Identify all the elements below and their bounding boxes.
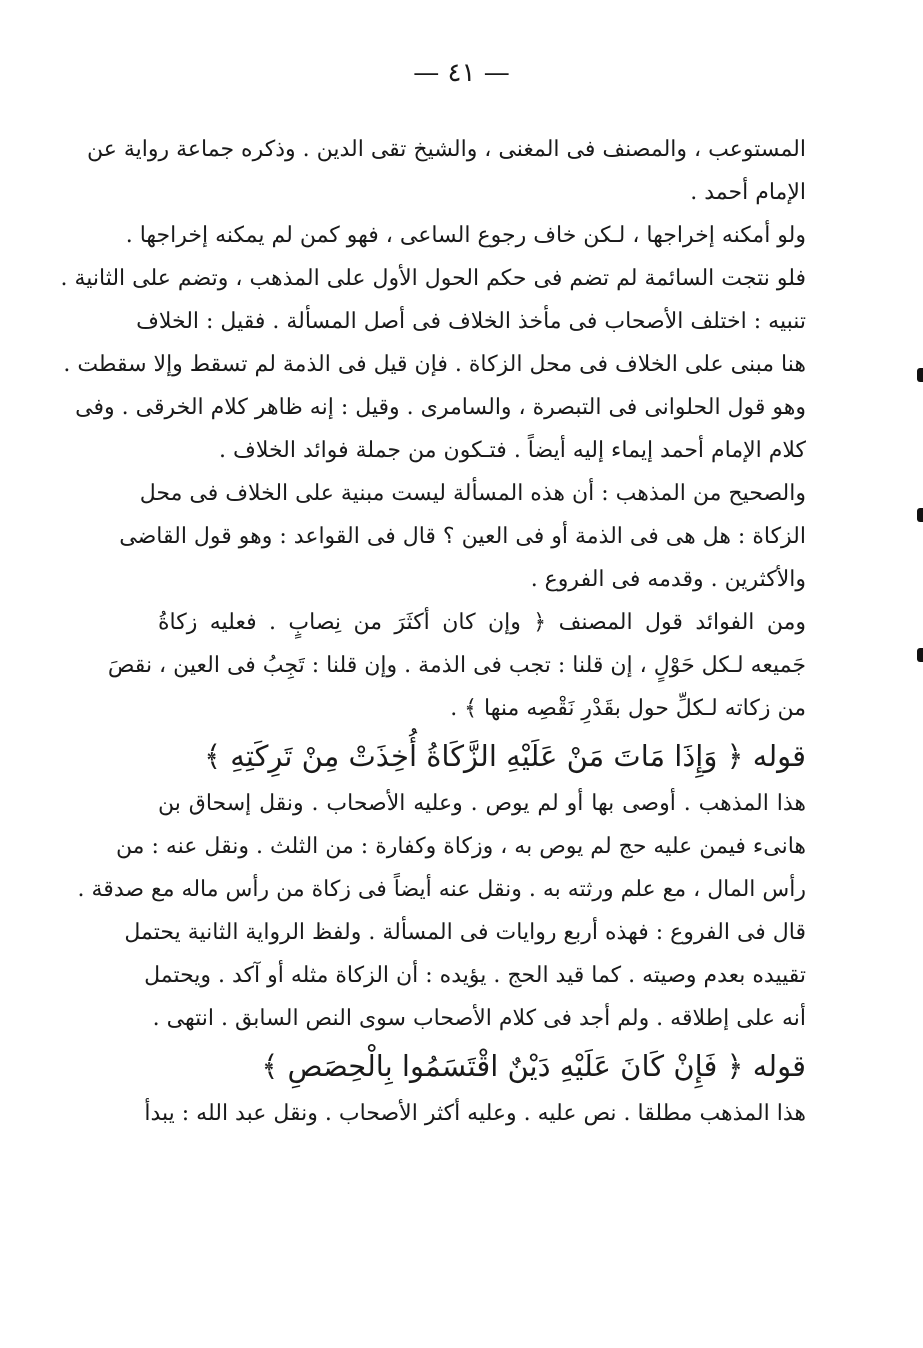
text-line: هانىء فيمن عليه حج لم يوص به ، وزكاة وكفارة : من الثلث . ونقل عنه : من — [115, 834, 806, 859]
text-line: هنا مبنى على الخلاف فى محل الزكاة . فإن قيل فى الذمة لم تسقط وإلا سقطت . — [63, 352, 806, 377]
text-line: ومن الفوائد قول المصنف ﴿ وإن كان أكثَرَ من نِصابٍ . فعليه زكاةُ — [158, 610, 806, 635]
page-body — [60, 128, 806, 1135]
page-number: — ٤١ — — [413, 58, 510, 88]
text-line: والصحيح من المذهب : أن هذه المسألة ليست مبنية على الخلاف فى محل — [139, 481, 806, 506]
text-line: قال فى الفروع : فهذه أربع روايات فى المسألة . ولفظ الرواية الثانية يحتمل — [124, 920, 806, 945]
scan-mark — [917, 508, 923, 522]
text-line: والأكثرين . وقدمه فى الفروع . — [530, 567, 806, 592]
section-heading: قوله ﴿ وَإِذَا مَاتَ مَنْ عَلَيْهِ الزَّكَاةُ أُخِذَتْ مِنْ تَرِكَتِهِ ﴾ — [204, 739, 806, 773]
text-line: رأس المال ، مع علم ورثته به . ونقل عنه أيضاً فى زكاة من رأس ماله مع صدقة . — [77, 877, 806, 902]
text-line: الزكاة : هل هى فى الذمة أو فى العين ؟ قال فى القواعد : وهو قول القاضى — [119, 524, 806, 549]
text-line: تقييده بعدم وصيته . كما قيد الحج . يؤيده : أن الزكاة مثله أو آكد . ويحتمل — [144, 963, 806, 988]
section-heading: قوله ﴿ فَإِنْ كَانَ عَلَيْهِ دَيْنٌ اقْتَسَمُوا بِالْحِصَصِ ﴾ — [261, 1049, 806, 1083]
text-line: وهو قول الحلوانى فى التبصرة ، والسامرى . وقيل : إنه ظاهر كلام الخرقى . وفى — [75, 395, 806, 420]
text-line: أنه على إطلاقه . ولم أجد فى كلام الأصحاب سوى النص السابق . انتهى . — [152, 1006, 806, 1031]
scan-mark — [917, 648, 923, 662]
text-line: ولو أمكنه إخراجها ، لـكن خاف رجوع الساعى ، فهو كمن لم يمكنه إخراجها . — [125, 223, 806, 248]
scan-mark — [917, 368, 923, 382]
text-line: تنبيه : اختلف الأصحاب فى مأخذ الخلاف فى أصل المسألة . فقيل : الخلاف — [136, 309, 806, 334]
text-line: هذا المذهب مطلقا . نص عليه . وعليه أكثر الأصحاب . ونقل عبد الله : يبدأ — [144, 1101, 806, 1126]
text-line: المستوعب ، والمصنف فى المغنى ، والشيخ تقى الدين . وذكره جماعة رواية عن — [86, 137, 806, 162]
text-line: كلام الإمام أحمد إيماء إليه أيضاً . فتـكون من جملة فوائد الخلاف . — [219, 438, 806, 463]
text-line: فلو نتجت السائمة لم تضم فى حكم الحول الأول على المذهب ، وتضم على الثانية . — [60, 266, 806, 291]
text-line: من زكاته لـكلِّ حول بقَدْرِ نَقْصِه منها ﴾ . — [450, 696, 806, 721]
text-line: الإمام أحمد . — [690, 180, 806, 205]
text-line: جَميعه لـكل حَوْلٍ ، إن قلنا : تجب فى الذمة . وإن قلنا : تَجِبُ فى العين ، نقصَ — [107, 653, 806, 678]
text-line: هذا المذهب . أوصى بها أو لم يوص . وعليه الأصحاب . ونقل إسحاق بن — [158, 791, 806, 816]
